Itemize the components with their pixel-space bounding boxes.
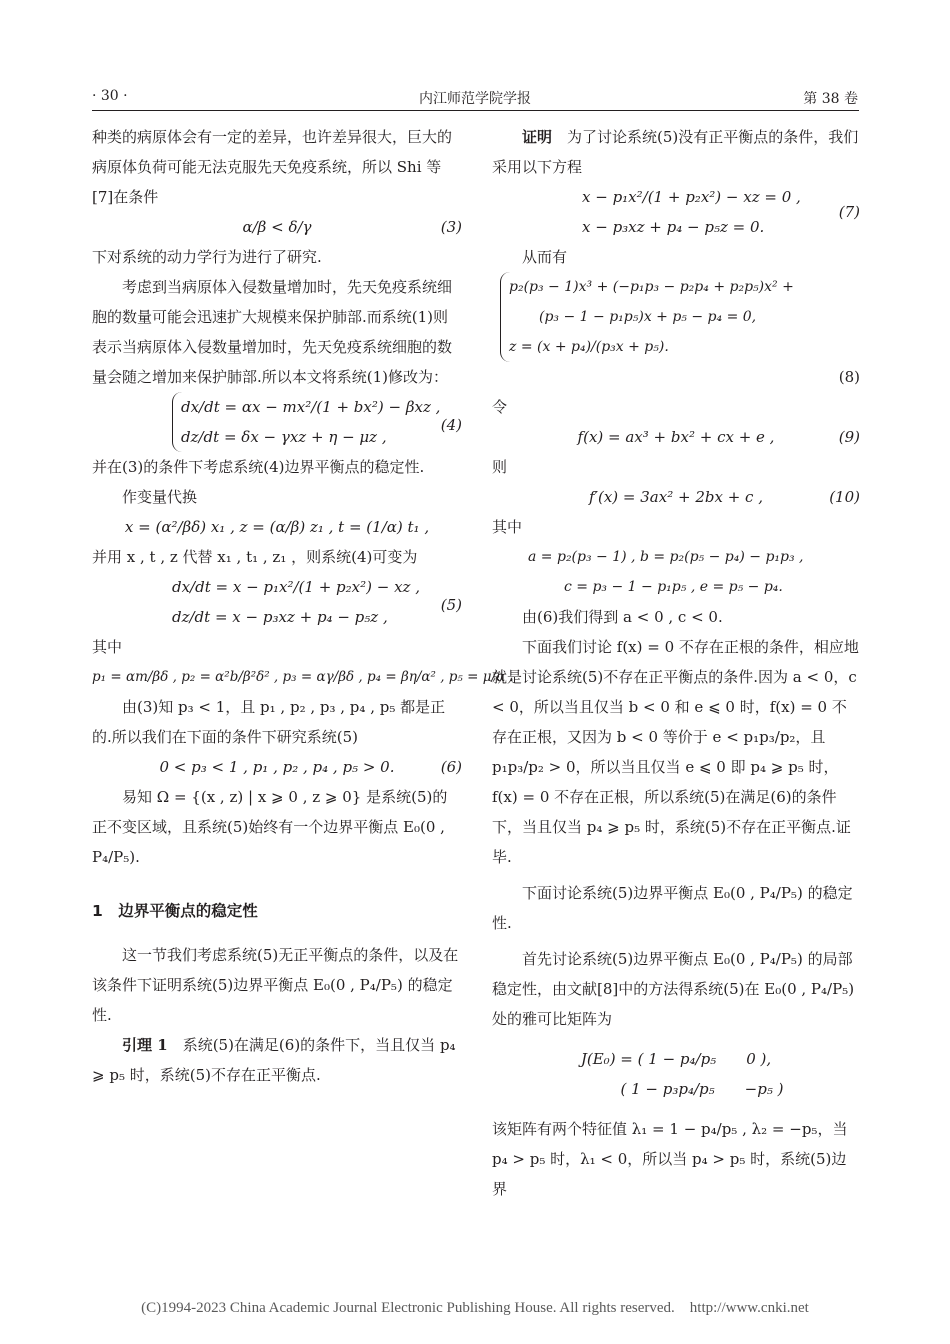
paragraph: 由(3)知 p₃ < 1，且 p₁ , p₂ , p₃ , p₄ , p₅ 都是正的.所以我们在下面的条件下研究系统(5) [92, 698, 446, 746]
paragraph: 则 [492, 458, 508, 476]
paragraph: 首先讨论系统(5)边界平衡点 E₀(0 , P₄/P₅) 的局部稳定性，由文献[8]中的方法得系统(5)在 E₀(0 , P₄/P₅) 处的雅可比矩阵为 [492, 950, 855, 1028]
section-heading: 1 边界平衡点的稳定性 [92, 902, 258, 920]
paragraph: 由(6)我们得到 a < 0 , c < 0. [522, 608, 723, 626]
paragraph: 易知 Ω = {(x , z) | x ⩾ 0 , z ⩾ 0} 是系统(5)的正不变区域，且系统(5)始终有一个边界平衡点 E₀(0 , P₄/P₅). [92, 788, 448, 866]
coefficient-definitions: a = p₂(p₃ − 1) , b = p₂(p₅ − p₄) − p₁p₃ , c = p₃ − 1 − p₁p₅ , e = p₅ − p₄. [528, 549, 804, 595]
volume-label: 第 38 卷 [803, 91, 858, 107]
substitution-equation: x = (α²/βδ) x₁ , z = (α/β) z₁ , t = (1/α) t₁ , [124, 518, 430, 536]
paragraph: 种类的病原体会有一定的差异，也许差异很大，巨大的病原体负荷可能无法克服先天免疫系统，所以 Shi 等[7]在条件 [92, 128, 453, 206]
lemma: 引理 1 系统(5)在满足(6)的条件下，当且仅当 p₄ ⩾ p₅ 时，系统(5)不存在正平衡点. [92, 1036, 456, 1084]
equation-6: 0 < p₃ < 1 , p₁ , p₂ , p₄ , p₅ > 0. (6) [159, 758, 462, 776]
jacobian-matrix: J(E₀) = ( 1 − p₄/p₅ 0 ), ( 1 − p₃p₄/p₅ −p₅ ) [580, 1050, 784, 1098]
equation-9: f(x) = ax³ + bx² + cx + e , (9) [577, 428, 860, 446]
proof: 证明 为了讨论系统(5)没有正平衡点的条件，我们采用以下方程 [492, 128, 859, 176]
paragraph: 作变量代换 [122, 488, 198, 506]
paragraph: 从而有 [522, 248, 568, 266]
journal-title: 内江师范学院学报 [419, 91, 531, 107]
equation-8-tag: (8) [838, 368, 860, 386]
equation-10: f′(x) = 3ax² + 2bx + c , (10) [589, 488, 860, 506]
paragraph: 其中 [92, 638, 123, 656]
header-rule [92, 110, 859, 111]
right-column [492, 122, 860, 1204]
paragraph: 该矩阵有两个特征值 λ₁ = 1 − p₄/p₅ , λ₂ = −p₅，当 p₄ > p₅ 时，λ₁ < 0，所以当 p₄ > p₅ 时，系统(5)边界 [492, 1120, 848, 1198]
paragraph: 并用 x , t , z 代替 x₁ , t₁ , z₁ ，则系统(4)可变为 [92, 548, 418, 566]
equation-7: x − p₁x²/(1 + p₂x²) − xz = 0 , x − p₃xz + p₄ − p₅z = 0. (7) [582, 188, 860, 236]
equation-8: p₂(p₃ − 1)x³ + (−p₁p₃ − p₂p₄ + p₂p₅)x² + (p₃ − 1 − p₁p₅)x + p₅ − p₄ = 0, z = (x + p₄)/(p₃x + p₅). [492, 272, 860, 362]
paragraph: 其中 [492, 518, 523, 536]
paragraph: 下对系统的动力学行为进行了研究. [92, 248, 322, 266]
page-number: · 30 · [92, 88, 128, 104]
copyright-footer: (C)1994-2023 China Academic Journal Electronic Publishing House. All rights reserved. http://www.cnki.net [141, 1300, 809, 1316]
paragraph: 令 [492, 398, 508, 416]
paragraph: 并在(3)的条件下考虑系统(4)边界平衡点的稳定性. [92, 458, 425, 476]
paragraph: 下面我们讨论 f(x) = 0 不存在正根的条件，相应地就是讨论系统(5)不存在正平衡点的条件.因为 a < 0，c < 0，所以当且仅当 b < 0 和 e ⩽ 0 时，f(x) = 0 不存在正根，又因为 b < 0 等价于 e < p₁p₃/p₂，且 p₁p₃/p₂ > 0，所以当且仅当 e ⩽ 0 即 p₄ ⩾ p₅ 时，f(x) = 0 不存在正根，所以系统(5)在满足(6)的条件下，当且仅当 p₄ ⩾ p₅ 时，系统(5)不存在正平衡点.证毕. [492, 638, 859, 866]
paragraph: 这一节我们考虑系统(5)无正平衡点的条件，以及在该条件下证明系统(5)边界平衡点 E₀(0 , P₄/P₅) 的稳定性. [92, 946, 459, 1024]
parameter-definitions: p₁ = αm/βδ , p₂ = α²b/β²δ² , p₃ = αγ/βδ , p₄ = βη/α² , p₅ = μ/α . [92, 669, 514, 685]
left-column [92, 122, 514, 1090]
equation-4: dx/dt = αx − mx²/(1 + bx²) − βxz , dz/dt = δx − γxz + η − μz , (4) [92, 392, 462, 452]
paragraph: 考虑到当病原体入侵数量增加时，先天免疫系统细胞的数量可能会迅速扩大规模来保护肺部.而系统(1)则表示当病原体入侵数量增加时，先天免疫系统细胞的数量会随之增加来保护肺部.所以本文将系统(1)修改为： [92, 278, 453, 386]
equation-5: dx/dt = x − p₁x²/(1 + p₂x²) − xz , dz/dt = x − p₃xz + p₄ − p₅z , (5) [172, 578, 462, 626]
paragraph: 下面讨论系统(5)边界平衡点 E₀(0 , P₄/P₅) 的稳定性. [492, 884, 853, 932]
equation-3: α/β < δ/γ (3) [242, 218, 462, 236]
